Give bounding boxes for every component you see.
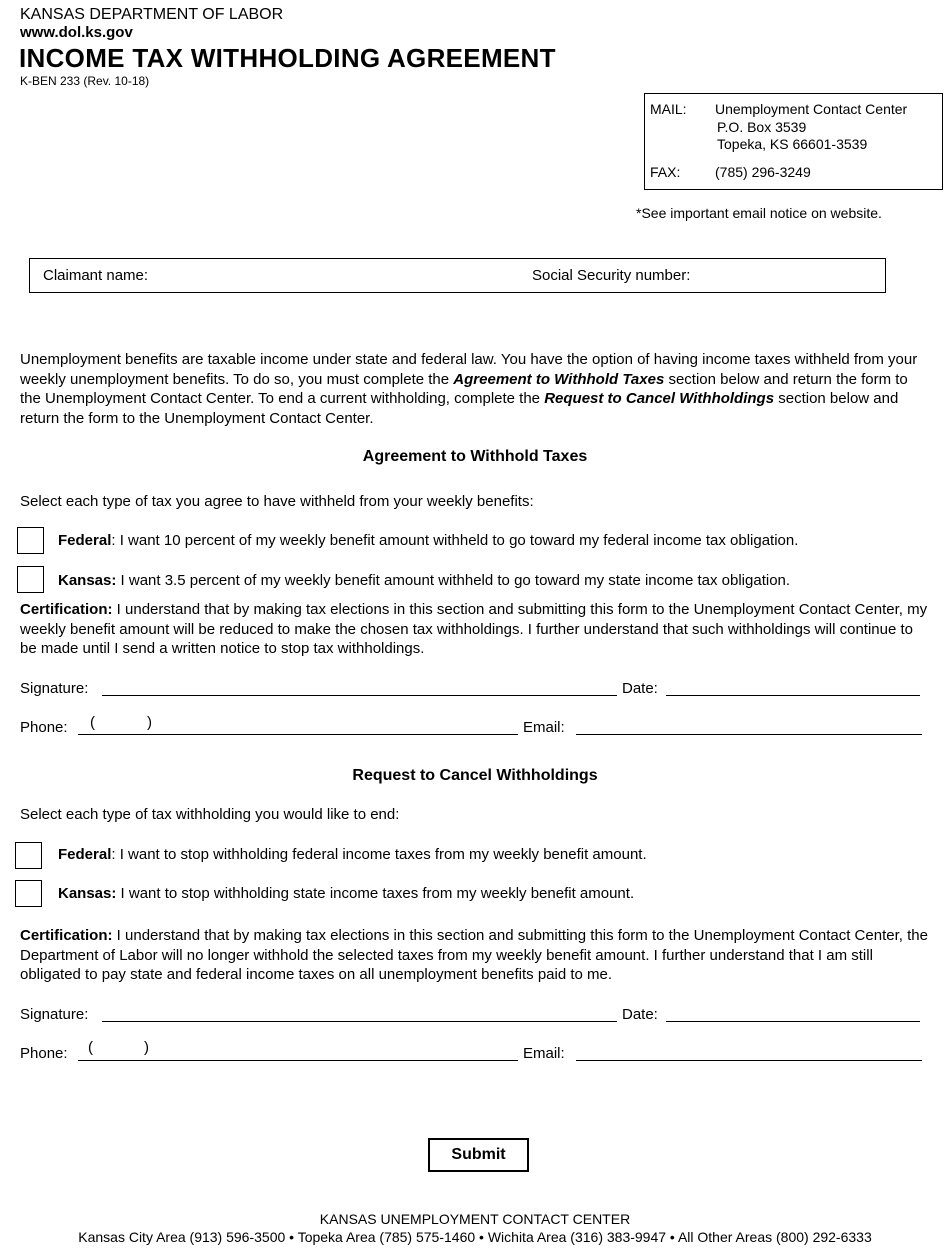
agreement-phone-open-paren: (	[90, 714, 95, 731]
agreement-federal-checkbox[interactable]	[17, 527, 44, 554]
agreement-kansas-text: I want 3.5 percent of my weekly benefit amount withheld to go toward my state income tax obligation.	[116, 572, 791, 589]
agreement-cert-text: I understand that by making tax elections in this section and submitting this form to the Unemployment Contact Center, my weekly benefit amount will be reduced to make the chosen tax withholdings. I further understand that such withholdings will continue to be made until I send a written notice to stop tax withholdings.	[20, 601, 928, 657]
ssn-label: Social Security number:	[532, 267, 691, 284]
form-title: INCOME TAX WITHHOLDING AGREEMENT	[19, 43, 556, 73]
cancel-kansas-label	[58, 885, 634, 902]
cancel-signature-label: Signature:	[20, 1006, 89, 1023]
cancel-cert-bold: Certification:	[20, 927, 113, 944]
cancel-heading: Request to Cancel Withholdings	[352, 767, 598, 784]
mail-address-line-2: P.O. Box 3539	[717, 119, 807, 135]
cancel-kansas-text: I want to stop withholding state income taxes from my weekly benefit amount.	[116, 885, 635, 902]
cancel-cert-text: I understand that by making tax elections in this section and submitting this form to the Unemployment Contact Center, the Department of Labor will no longer withhold the selected taxes from my weekly benefit amount. I further understand that I am still obligated to pay state and federal income taxes on all unemployment benefits paid to me.	[20, 927, 928, 983]
cancel-kansas-checkbox[interactable]	[15, 880, 42, 907]
footer-contacts: Kansas City Area (913) 596-3500 • Topeka Area (785) 575-1460 • Wichita Area (316) 383-9947 • All Other Areas (800) 292-6333	[78, 1229, 872, 1245]
agreement-signature-line[interactable]	[102, 695, 617, 696]
claimant-info-box	[29, 258, 886, 293]
cancel-federal-bold: Federal	[58, 846, 112, 863]
cancel-signature-line[interactable]	[102, 1021, 617, 1022]
agreement-phone-label: Phone:	[20, 719, 68, 736]
agreement-federal-text: : I want 10 percent of my weekly benefit amount withheld to go toward my federal income tax obligation.	[111, 532, 799, 549]
cancel-email-label: Email:	[523, 1045, 565, 1062]
cancel-date-line[interactable]	[666, 1021, 920, 1022]
agreement-phone-close-paren: )	[147, 714, 152, 731]
claimant-name-label: Claimant name:	[43, 267, 149, 284]
intro-text-1: Unemployment benefits are taxable income under state and federal law. You have the option of having income taxes withheld from your weekly unemployment benefits. To do so, you must complete the	[20, 351, 918, 388]
agreement-cert-bold: Certification:	[20, 601, 113, 618]
agreement-date-label: Date:	[622, 680, 658, 697]
website-link[interactable]: www.dol.ks.gov	[20, 24, 133, 41]
agreement-heading: Agreement to Withhold Taxes	[362, 448, 588, 465]
intro-text-3: section below and return the form to the Unemployment Contact Center.	[20, 390, 899, 427]
cancel-date-label: Date:	[622, 1006, 658, 1023]
agreement-email-label: Email:	[523, 719, 565, 736]
mail-fax-box	[644, 93, 943, 190]
agreement-date-line[interactable]	[666, 695, 920, 696]
agreement-signature-label: Signature:	[20, 680, 89, 697]
intro-bold-agreement: Agreement to Withhold Taxes	[453, 370, 665, 388]
agreement-email-line[interactable]	[576, 734, 922, 735]
email-notice: *See important email notice on website.	[636, 205, 882, 221]
mail-address-line-1: Unemployment Contact Center	[715, 101, 908, 117]
submit-button[interactable]: Submit	[428, 1138, 529, 1172]
intro-paragraph	[20, 350, 932, 428]
intro-bold-cancel: Request to Cancel Withholdings	[544, 390, 775, 407]
agreement-kansas-label	[58, 572, 790, 589]
cancel-kansas-bold: Kansas:	[58, 885, 117, 902]
mail-address-line-3: Topeka, KS 66601-3539	[717, 136, 868, 152]
agreement-federal-label	[58, 532, 798, 549]
agreement-federal-bold: Federal	[58, 532, 112, 549]
cancel-phone-line[interactable]	[78, 1060, 518, 1061]
cancel-federal-checkbox[interactable]	[15, 842, 42, 869]
agency-name: KANSAS DEPARTMENT OF LABOR	[20, 6, 284, 23]
cancel-phone-close-paren: )	[144, 1039, 149, 1056]
agreement-phone-line[interactable]	[78, 734, 518, 735]
cancel-email-line[interactable]	[576, 1060, 922, 1061]
cancel-certification	[20, 926, 932, 985]
agreement-kansas-checkbox[interactable]	[17, 566, 44, 593]
footer-title: KANSAS UNEMPLOYMENT CONTACT CENTER	[319, 1211, 631, 1227]
intro-text-2: section below and return the form to the Unemployment Contact Center. To end a current withholding, complete the	[20, 370, 908, 407]
form-number: K-BEN 233 (Rev. 10-18)	[20, 74, 150, 88]
fax-number: (785) 296-3249	[715, 164, 811, 180]
cancel-phone-label: Phone:	[20, 1045, 68, 1062]
mail-label: MAIL:	[650, 101, 687, 117]
fax-label: FAX:	[650, 164, 681, 180]
cancel-federal-label	[58, 846, 647, 863]
agreement-certification	[20, 600, 932, 659]
cancel-instruction: Select each type of tax withholding you would like to end:	[20, 806, 400, 823]
agreement-instruction: Select each type of tax you agree to have withheld from your weekly benefits:	[20, 493, 534, 510]
agreement-kansas-bold: Kansas:	[58, 572, 117, 589]
cancel-phone-open-paren: (	[88, 1039, 93, 1056]
cancel-federal-text: : I want to stop withholding federal income taxes from my weekly benefit amount.	[111, 846, 647, 863]
